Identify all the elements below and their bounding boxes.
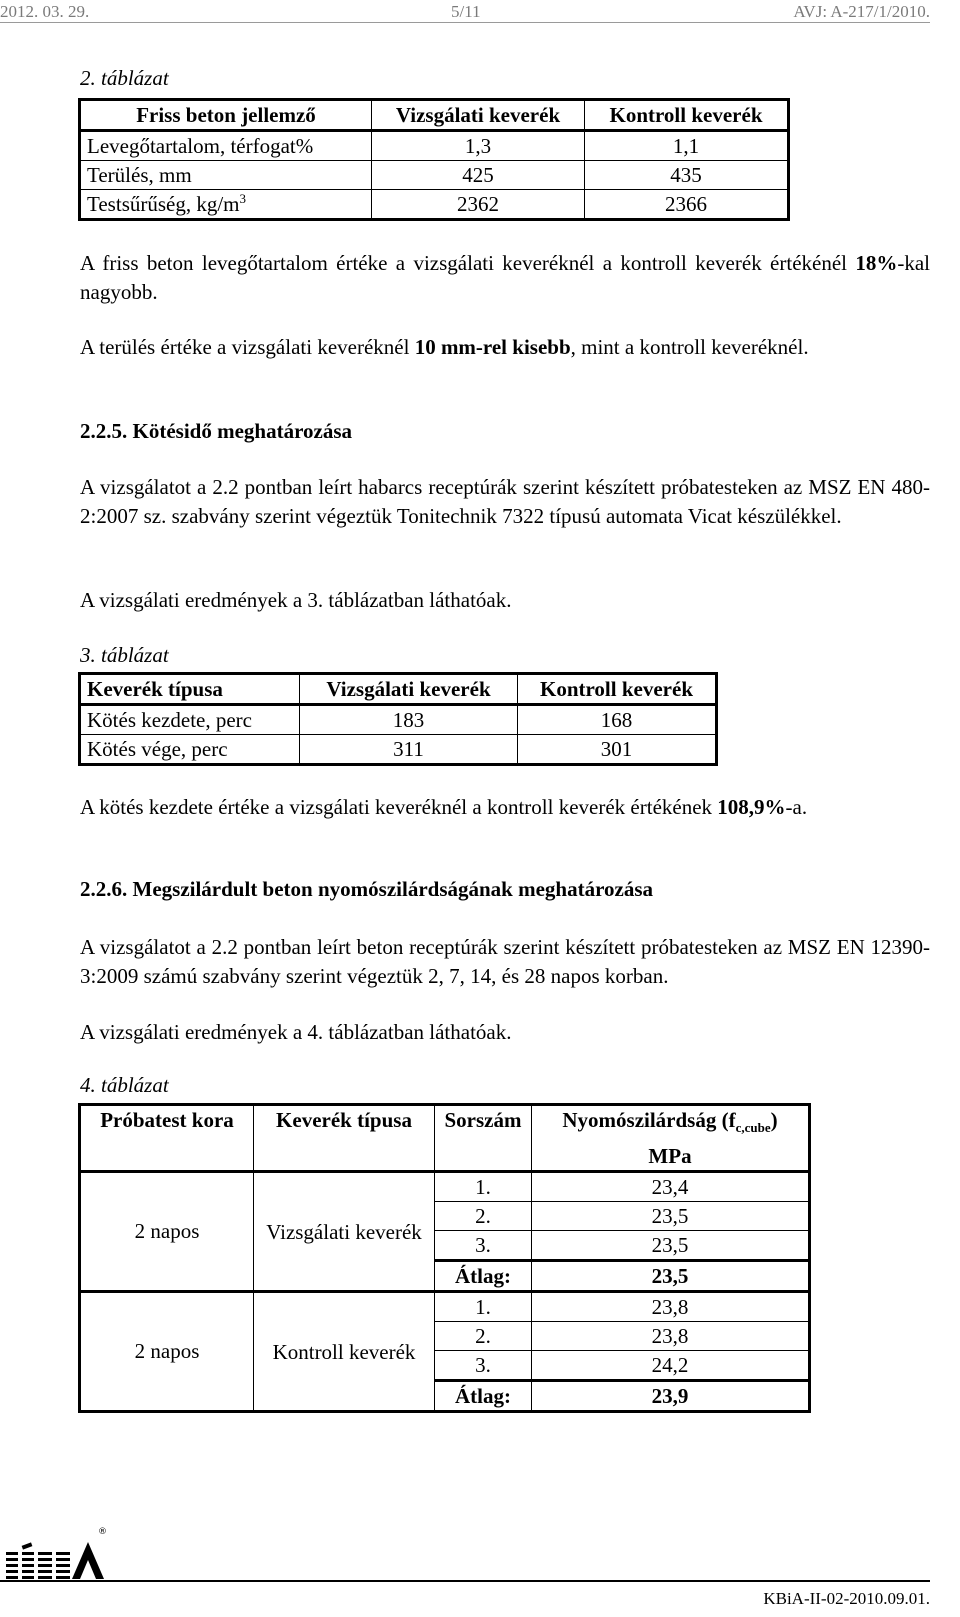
table2-caption: 2. táblázat — [80, 66, 169, 90]
table-header-cell: Keverék típusa — [254, 1105, 435, 1172]
table-row — [80, 161, 789, 190]
table-header-cell: Kontroll keverék — [585, 100, 789, 131]
table-cell — [80, 190, 372, 220]
paragraph-air-content — [80, 249, 930, 307]
paragraph-results-ref-3: A vizsgálati eredmények a 3. táblázatban láthatóak. — [80, 588, 512, 612]
header-date: 2012. 03. 29. — [0, 2, 90, 21]
header-text: Nyomószilárdság (f — [562, 1108, 736, 1132]
table-header-cell: Vizsgálati keverék — [372, 100, 585, 131]
table2 — [78, 98, 790, 221]
table-header-cell: Friss beton jellemző — [80, 100, 372, 131]
text-run: -a. — [785, 795, 808, 819]
table-cell-age: 2 napos — [80, 1172, 254, 1292]
paragraph-slump — [80, 333, 930, 362]
table3 — [78, 672, 718, 766]
table-cell: 2366 — [585, 190, 789, 220]
table-cell: 168 — [518, 705, 717, 735]
table-header-cell: Próbatest kora — [80, 1105, 254, 1172]
table-header-cell: Kontroll keverék — [518, 674, 717, 705]
table-cell-age: 2 napos — [80, 1292, 254, 1412]
text-run: A kötés kezdete értéke a vizsgálati keveréknél a kontroll keverék értékének — [80, 795, 713, 819]
table-header-row — [80, 100, 789, 131]
bold-text: 18% — [855, 251, 898, 275]
table-cell: 23,5 — [532, 1202, 810, 1231]
emi-logo — [2, 1524, 110, 1580]
table4 — [78, 1103, 811, 1413]
table-header-cell: Keverék típusa — [80, 674, 300, 705]
table-cell: 1. — [435, 1172, 532, 1202]
table-cell: Kötés vége, perc — [80, 735, 300, 765]
table-cell: 301 — [518, 735, 717, 765]
table-cell: 1. — [435, 1292, 532, 1322]
text-run: -kal nagyobb. — [80, 251, 931, 304]
table-cell: 435 — [585, 161, 789, 190]
table-cell: 23,8 — [532, 1292, 810, 1322]
table-cell: 1,1 — [585, 131, 789, 161]
table-header-row — [80, 674, 717, 705]
table-header-cell: Sorszám — [435, 1105, 532, 1172]
bold-text: 10 mm-rel kisebb — [414, 335, 571, 359]
table-cell: 3. — [435, 1231, 532, 1261]
table-cell-type: Vizsgálati keverék — [254, 1172, 435, 1292]
header-rule — [0, 22, 930, 23]
header-unit: MPa — [648, 1144, 692, 1169]
table-header-row — [80, 1105, 810, 1172]
table-row — [80, 1172, 810, 1202]
header-reference: AVJ: A-217/1/2010. — [793, 2, 930, 21]
section-heading-2-2-6: 2.2.6. Megszilárdult beton nyomószilárdságának meghatározása — [80, 877, 654, 901]
text-run: A friss beton levegőtartalom értéke a vizsgálati keveréknél a kontroll keverék értékénél — [80, 251, 847, 275]
table-cell: 2. — [435, 1322, 532, 1351]
table-header-cell — [532, 1105, 810, 1172]
table-row — [80, 131, 789, 161]
logo-registered-mark: ® — [98, 1527, 107, 1537]
header-subscript: c,cube — [735, 1120, 771, 1136]
bold-text: 108,9% — [717, 795, 786, 819]
table-cell: 23,8 — [532, 1322, 810, 1351]
table-row — [80, 190, 789, 220]
page-header — [0, 0, 960, 22]
unit-label: Testsűrűség, kg/m — [87, 192, 240, 216]
table-cell: 23,4 — [532, 1172, 810, 1202]
table-cell: Levegőtartalom, térfogat% — [80, 131, 372, 161]
table-cell: 24,2 — [532, 1351, 810, 1381]
table-cell: Kötés kezdete, perc — [80, 705, 300, 735]
table-row — [80, 705, 717, 735]
unit-superscript: 3 — [239, 191, 247, 206]
footer-document-id: KBiA-II-02-2010.09.01. — [763, 1589, 930, 1608]
header-page-number: 5/11 — [451, 2, 481, 21]
table-row — [80, 735, 717, 765]
table-cell: 2. — [435, 1202, 532, 1231]
footer-rule — [0, 1580, 930, 1582]
table4-caption: 4. táblázat — [80, 1073, 169, 1097]
table-cell-average-label: Átlag: — [435, 1261, 532, 1292]
table-cell-type: Kontroll keverék — [254, 1292, 435, 1412]
section-heading-2-2-5: 2.2.5. Kötésidő meghatározása — [80, 419, 353, 443]
table-cell-average-label: Átlag: — [435, 1381, 532, 1412]
table-cell-average-value: 23,9 — [532, 1381, 810, 1412]
paragraph-results-ref-4: A vizsgálati eredmények a 4. táblázatban láthatóak. — [80, 1020, 512, 1044]
table-cell: 311 — [300, 735, 518, 765]
header-text: ) — [770, 1108, 778, 1132]
text-run: A terülés értéke a vizsgálati keveréknél — [80, 335, 410, 359]
table-cell: 1,3 — [372, 131, 585, 161]
text-run: , mint a kontroll keveréknél. — [570, 335, 809, 359]
table-cell: 23,5 — [532, 1231, 810, 1261]
table-cell-average-value: 23,5 — [532, 1261, 810, 1292]
table-row — [80, 1292, 810, 1322]
table-header-cell: Vizsgálati keverék — [300, 674, 518, 705]
table-cell: Terülés, mm — [80, 161, 372, 190]
paragraph-setting-method: A vizsgálatot a 2.2 pontban leírt habarcs receptúrák szerint készített próbatesteken az MSZ EN 480-2:2007 sz. szabvány szerint végeztük Tonitechnik 7322 típusú automata Vicat készülékkel. — [80, 475, 930, 528]
table-cell: 2362 — [372, 190, 585, 220]
table3-caption: 3. táblázat — [80, 643, 169, 667]
table-cell: 3. — [435, 1351, 532, 1381]
paragraph-strength-method: A vizsgálatot a 2.2 pontban leírt beton receptúrák szerint készített próbatesteken az MSZ EN 12390-3:2009 számú szabvány szerint végeztük 2, 7, 14, és 28 napos korban. — [80, 935, 930, 988]
paragraph-setting-start — [80, 793, 930, 822]
table-cell: 183 — [300, 705, 518, 735]
table-cell: 425 — [372, 161, 585, 190]
